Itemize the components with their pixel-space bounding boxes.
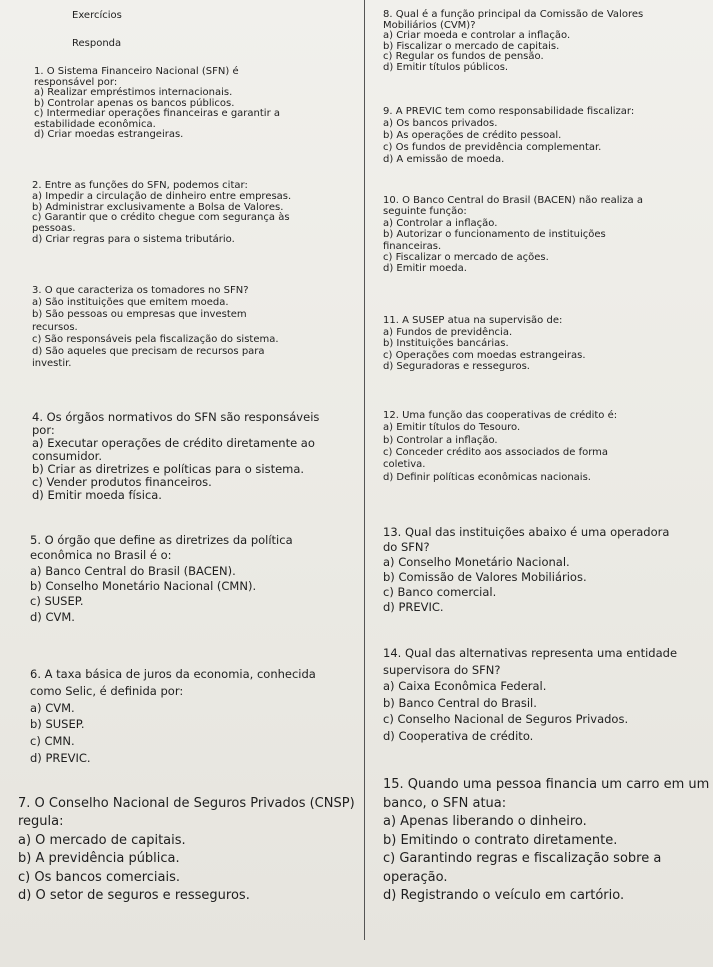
question-line: supervisora do SFN? [383,662,501,677]
question-line: d) Registrando o veículo em cartório. [383,888,625,903]
question-stem: 9. A PREVIC tem como responsabilidade fiscalizar: [383,106,635,117]
question-line: a) Controlar a inflação. [383,217,498,229]
question-stem: 8. Qual é a função principal da Comissão de Valores [383,9,644,20]
question-line: b) Banco Central do Brasil. [383,695,537,710]
question-line: c) Regular os fundos de pensão. [383,51,544,62]
question-line: consumidor. [32,449,102,463]
question-stem: 2. Entre as funções do SFN, podemos citar: [32,180,248,191]
question-line: b) Conselho Monetário Nacional (CMN). [30,578,257,593]
question-line: a) Executar operações de crédito diretamente ao [32,436,315,450]
question-line: a) Realizar empréstimos internacionais. [34,87,233,98]
question-line: b) Comissão de Valores Mobiliários. [383,570,587,584]
question-line: c) SUSEP. [30,594,84,609]
question-stem: 14. Qual das alternativas representa uma entidade [383,646,678,660]
question-line: d) CVM. [30,609,75,624]
question-line: d) Emitir moeda física. [32,488,162,502]
question-line: b) Criar as diretrizes e políticas para o sistema. [32,462,305,476]
question-stem: 3. O que caracteriza os tomadores no SFN? [32,285,249,296]
question-stem: 15. Quando uma pessoa financia um carro em um [383,777,710,792]
question-line: responsável por: [34,76,118,88]
question-stem: 12. Uma função das cooperativas de crédito é: [383,410,618,421]
question-line: a) Conselho Monetário Nacional. [383,555,570,569]
question-line: d) São aqueles que precisam de recursos para [32,346,265,357]
question-line: operação. [383,869,448,885]
question-line: d) Emitir títulos públicos. [383,61,509,73]
question-line: pessoas. [32,223,76,235]
question-line: c) Conceder crédito aos associados de forma [383,446,609,458]
question-line: b) As operações de crédito pessoal. [383,129,562,141]
question-line: b) Emitindo o contrato diretamente. [383,832,618,848]
question-line: a) Apenas liberando o dinheiro. [383,814,587,829]
question-stem: 13. Qual das instituições abaixo é uma operadora [383,525,670,539]
question-line: c) Garantindo regras e fiscalização sobre a [383,851,662,866]
question-line: c) Conselho Nacional de Seguros Privados. [383,712,629,727]
question-line: c) Garantir que o crédito chegue com segurança às [32,212,290,224]
question-line: a) CVM. [30,700,75,715]
question-line: banco, o SFN atua: [383,795,507,811]
question-line: regula: [18,814,64,830]
question-line: d) PREVIC. [30,751,91,765]
question-line: a) Caixa Econômica Federal. [383,679,547,694]
question-line: c) CMN. [30,734,75,749]
question-line: financeiras. [383,240,442,252]
question-stem: 6. A taxa básica de juros da economia, conhecida [30,667,316,681]
question-line: d) Criar moedas estrangeiras. [34,129,184,140]
worksheet-instruction: Responda [72,38,122,49]
question-line: b) Administrar exclusivamente a Bolsa de Valores. [32,201,284,213]
question-line: c) Vender produtos financeiros. [32,475,212,489]
question-stem: 4. Os órgãos normativos do SFN são responsáveis [32,410,320,424]
question-line: a) São instituições que emitem moeda. [32,297,229,309]
question-line: Mobiliários (CVM)? [383,19,476,31]
question-line: coletiva. [383,459,426,471]
question-line: b) A previdência pública. [18,851,180,867]
question-line: b) São pessoas ou empresas que investem [32,309,247,321]
question-line: como Selic, é definida por: [30,683,184,698]
question-line: c) Intermediar operações financeiras e garantir a [34,108,280,119]
question-stem: 5. O órgão que define as diretrizes da política [30,533,293,547]
question-line: b) Controlar apenas os bancos públicos. [34,97,235,109]
question-line: estabilidade econômica. [34,118,156,130]
question-line: a) Fundos de previdência. [383,326,513,338]
question-line: d) Emitir moeda. [383,263,467,275]
question-line: econômica no Brasil é o: [30,548,172,563]
question-line: investir. [32,358,72,370]
question-line: b) Instituições bancárias. [383,338,509,350]
question-stem: 1. O Sistema Financeiro Nacional (SFN) é [34,66,239,77]
question-stem: 10. O Banco Central do Brasil (BACEN) não realiza a [383,195,643,206]
question-line: d) Cooperativa de crédito. [383,729,534,743]
question-line: a) Banco Central do Brasil (BACEN). [30,563,236,578]
question-stem: 11. A SUSEP atua na supervisão de: [383,315,563,326]
question-line: seguinte função: [383,206,467,218]
question-line: d) Seguradoras e resseguros. [383,361,530,373]
question-line: c) São responsáveis pela fiscalização do sistema. [32,333,279,345]
question-line: c) Os bancos comerciais. [18,869,181,885]
question-line: b) SUSEP. [30,717,85,732]
column-divider [364,0,365,940]
question-line: d) Criar regras para o sistema tributário. [32,234,235,245]
question-line: do SFN? [383,540,430,554]
question-stem: 7. O Conselho Nacional de Seguros Privados (CNSP) [18,796,355,811]
question-line: a) Criar moeda e controlar a inflação. [383,30,571,41]
question-line: recursos. [32,321,78,333]
question-line: a) Impedir a circulação de dinheiro entre empresas. [32,190,292,202]
question-line: c) Operações com moedas estrangeiras. [383,349,586,361]
question-line: c) Fiscalizar o mercado de ações. [383,252,549,263]
question-line: d) PREVIC. [383,600,444,614]
question-line: c) Os fundos de previdência complementar. [383,141,602,153]
question-line: b) Autorizar o funcionamento de instituições [383,229,606,241]
question-line: b) Controlar a inflação. [383,434,498,446]
question-line: b) Fiscalizar o mercado de capitais. [383,40,560,52]
question-line: a) O mercado de capitais. [18,832,186,848]
question-line: d) O setor de seguros e resseguros. [18,888,250,903]
worksheet-title: Exercícios [72,10,122,21]
question-line: a) Emitir títulos do Tesouro. [383,422,521,434]
question-line: por: [32,423,55,437]
question-line: c) Banco comercial. [383,585,497,599]
question-line: d) A emissão de moeda. [383,153,505,165]
question-line: a) Os bancos privados. [383,117,498,129]
question-line: d) Definir políticas econômicas nacionais. [383,471,591,483]
